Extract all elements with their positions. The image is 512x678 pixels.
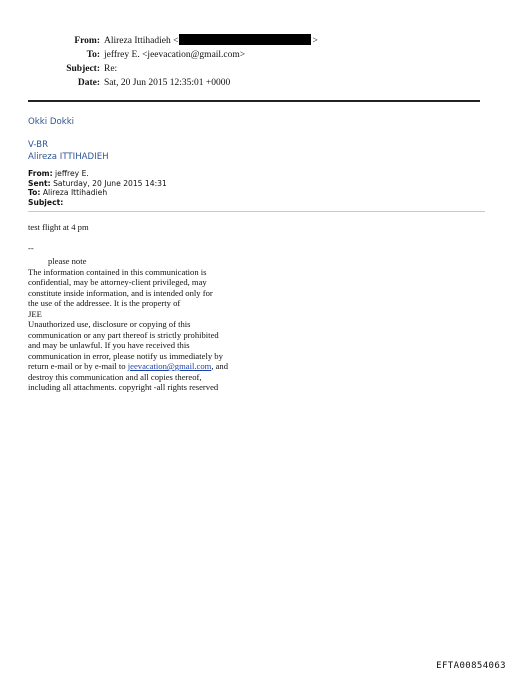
disclaimer-line: communication in error, please notify us immediately by (28, 350, 223, 361)
disclaimer-line: The information contained in this communication is (28, 266, 207, 277)
quoted-subject-label: Subject: (28, 198, 64, 208)
quoted-header (28, 169, 485, 212)
disclaimer-line: communication or any part thereof is strictly prohibited (28, 329, 219, 340)
header-date-label: Date: (77, 78, 100, 88)
quoted-from-value: jeffrey E. (52, 169, 89, 178)
disclaimer-return-pre: return e-mail or by e-mail to (28, 361, 128, 371)
header-date-value: Sat, 20 Jun 2015 12:35:01 +0000 (104, 78, 231, 88)
header-to-value: jeffrey E. <jeevacation@gmail.com> (104, 50, 246, 60)
disclaimer-line: destroy this communication and all copies thereof, (28, 371, 202, 382)
disclaimer (28, 256, 228, 393)
quoted-sent-value: Saturday, 20 June 2015 14:31 (50, 178, 167, 188)
quoted-from-row (28, 169, 485, 179)
quoted-to-label: To: (28, 188, 41, 198)
message-text: test flight at 4 pm (28, 222, 89, 232)
quoted-sent-row (28, 179, 485, 189)
redaction-bar (179, 34, 311, 45)
header-subject-value: Re: (104, 64, 118, 74)
disclaimer-line: and may be unlawful. If you have received this (28, 340, 190, 350)
disclaimer-line: Unauthorized use, disclosure or copying of this (28, 319, 191, 329)
disclaimer-return-line (28, 361, 228, 372)
header-from-label: From: (74, 36, 100, 46)
email-link[interactable]: jeevacation@gmail.com (127, 361, 212, 371)
disclaimer-line: constitute inside information, and is intended only for (28, 287, 213, 298)
document-id: EFTA00854063 (436, 661, 506, 671)
signature-separator: -- (28, 243, 34, 253)
quoted-from-label: From: (28, 169, 53, 178)
header-date-row (0, 76, 512, 90)
reply-signature-name: Alireza ITTIHADIEH (28, 152, 109, 162)
header-from-value (104, 34, 318, 48)
email-header (0, 34, 512, 90)
quoted-subject-row (28, 198, 485, 208)
header-from-name: Alireza Ittihadieh < (104, 36, 179, 46)
header-divider (28, 100, 480, 102)
header-subject-row (0, 62, 512, 76)
disclaimer-line: JEE (28, 308, 42, 319)
disclaimer-line: the use of the addressee. It is the property of (28, 298, 181, 308)
quoted-sent-label: Sent: (28, 178, 51, 188)
header-subject-label: Subject: (66, 64, 100, 74)
header-to-label: To: (86, 50, 100, 60)
header-to-row (0, 48, 512, 62)
disclaimer-line: confidential, may be attorney-client privileged, may (28, 277, 207, 287)
reply-line-1: Okki Dokki (28, 117, 75, 127)
disclaimer-return-post: , and (211, 361, 229, 371)
header-from-row (0, 34, 512, 48)
quoted-to-row (28, 188, 485, 198)
reply-line-2: V-BR (28, 140, 49, 150)
disclaimer-line: including all attachments. copyright -all rights reserved (28, 382, 219, 392)
quoted-to-value: Alireza Ittihadieh (40, 188, 108, 198)
disclaimer-line: please note (48, 256, 87, 266)
header-from-close: > (312, 36, 318, 46)
